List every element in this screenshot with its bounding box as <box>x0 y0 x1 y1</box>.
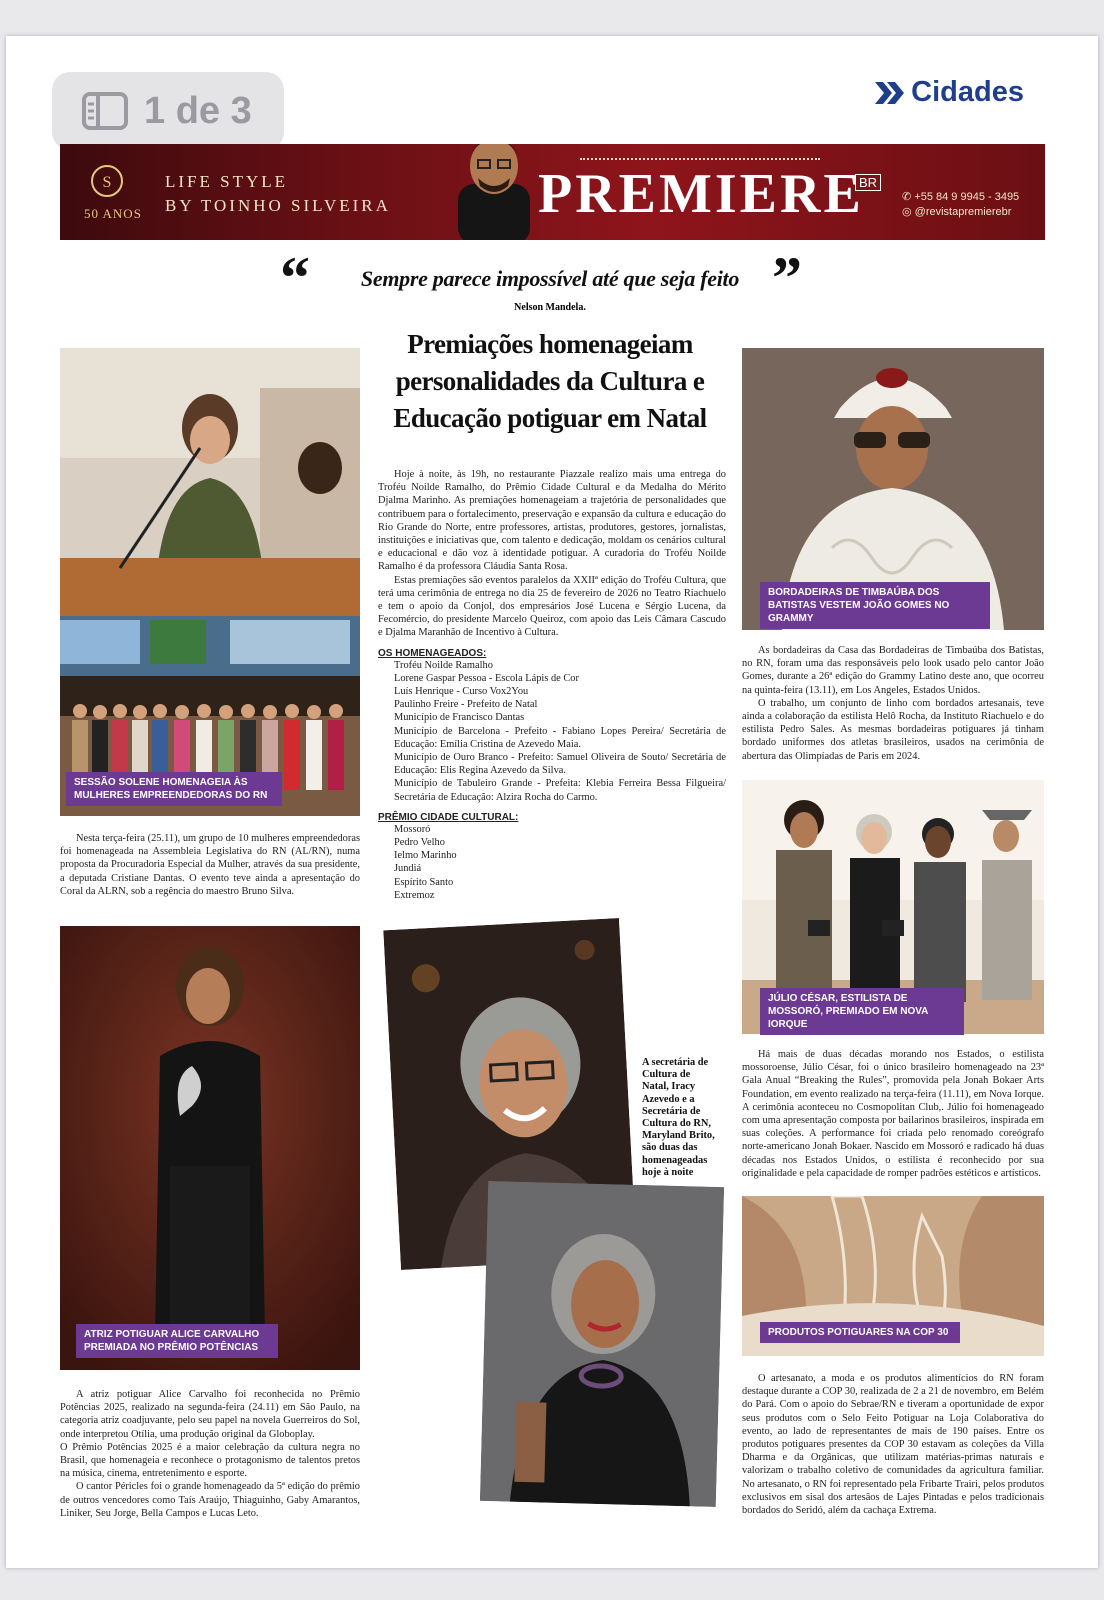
phone-number: ✆ +55 84 9 9945 - 3495 <box>902 191 1020 203</box>
list-item: Pedro Velho <box>394 837 445 849</box>
list-item: Lorene Gaspar Pessoa - Escola Lápis de Cor <box>394 672 579 684</box>
brand-br-badge: BR <box>855 174 881 191</box>
list-item: Luís Henrique - Curso Vox2You <box>394 686 529 698</box>
article-main <box>378 468 726 902</box>
list-item: Extremoz <box>394 889 435 901</box>
premio-title: PRÊMIO CIDADE CULTURAL: <box>378 811 519 823</box>
caption-julio-cesar: JÚLIO CÉSAR, ESTILISTA DE MOSSORÓ, PREMIADO EM NOVA IORQUE <box>760 988 964 1035</box>
side-caption: A secretária de Cultura de Natal, Iracy Azevedo e a Secretária de Cultura do RN, Maryland Brito, são duas das homenageadas hoje à noite <box>642 1057 715 1178</box>
article-bordadeiras <box>742 644 1044 763</box>
lifestyle-label <box>165 170 391 218</box>
caption-alice-carvalho: ATRIZ POTIGUAR ALICE CARVALHO PREMIADA NO PRÊMIO POTÊNCIAS <box>76 1324 278 1358</box>
honorees-list <box>378 648 726 902</box>
quote-text: Sempre parece impossível até que seja feito <box>360 266 740 291</box>
list-item: Município de Ouro Branco - Prefeito: Samuel Oliveira de Souto/ Secretária de Educação: Elis Regina Azevedo da Silva. <box>394 752 726 777</box>
section-title: Cidades <box>911 76 1024 108</box>
list-item: Troféu Noilde Ramalho <box>394 659 493 671</box>
list-item: Jundiá <box>394 863 422 875</box>
header-banner <box>60 144 1045 240</box>
columnist-portrait <box>448 144 540 240</box>
article-alice <box>60 1388 360 1520</box>
paragraph: Estas premiações são eventos paralelos da XXIIª edição do Troféu Cultura, que terá uma cerimônia de entrega no dia 25 de fevereiro de 2026 no Teatro Riachuelo e tem o apoio da Conjol, dos empresários José Lucena e Sérgio Lucena, da Fecomércio, do presidente Marcelo Queiroz, com apoio das Leis Câmara Cascudo e Djalma Maranhão de Incentivo à Cultura. <box>378 574 726 639</box>
caption-bordadeiras: BORDADEIRAS DE TIMBAÚBA DOS BATISTAS VESTEM JOÃO GOMES NO GRAMMY <box>760 582 990 629</box>
list-item: Município de Tabuleiro Grande - Prefeita: Klebia Ferreira Bessa Filgueira/ Secretária de Educação: Alzira Rocha do Carmo. <box>394 778 726 803</box>
honorees-title: OS HOMENAGEADOS: <box>378 647 487 659</box>
page-indicator[interactable] <box>52 72 284 150</box>
caption-sessao-solene: SESSÃO SOLENE HOMENAGEIA ÀS MULHERES EMPREENDEDORAS DO RN <box>66 772 282 806</box>
brand-logo: PREMIERE <box>538 163 864 225</box>
paragraph: O Prêmio Potências 2025 é a maior celebração da cultura negra no Brasil, que homenageia e reconhece o protagonismo de talentos pretos na música, cinema, entretenimento e esporte. <box>60 1441 360 1480</box>
svg-text:S: S <box>102 174 112 191</box>
list-item: Mossoró <box>394 823 431 835</box>
quote-author: Nelson Mandela. <box>514 302 586 313</box>
headline: Premiações homenageiam personalidades da Cultura e Educação potiguar em Natal <box>393 329 707 433</box>
paragraph: O trabalho, um conjunto de linho com bordados artesanais, teve ainda a colaboração da estilista Helô Rocha, da Instituto Riachuelo e do estilista Pedro Sales. As mesmas bordadeiras potiguares já tinham bordado uniformes dos atletas brasileiros, usados na cerimônia de abertura das Olimpíadas de Paris em 2024. <box>742 697 1044 762</box>
lifestyle-line-1: LIFE STYLE <box>165 172 289 191</box>
crest-logo-icon <box>90 164 124 198</box>
article-mulheres <box>60 832 360 898</box>
section-label <box>875 76 1024 109</box>
list-item: Município de Francisco Dantas <box>394 712 525 724</box>
contact-info <box>902 190 1019 220</box>
page-indicator-label: 1 de 3 <box>144 89 252 132</box>
article-julio <box>742 1048 1044 1180</box>
lifestyle-line-2: BY TOINHO SILVEIRA <box>165 196 391 215</box>
paragraph: Há mais de duas décadas morando nos Estados, o estilista mossoroense, Júlio César, foi o único brasileiro homenageado na 23ª Gala Anual “Breaking the Rules”, promovida pela Jonah Bokaer Arts Foundation, em evento realizado na terça-feira (11.11), em Nova Iorque. A cerimônia aconteceu no Cosmopolitan Club,. Júlio foi homenageado com uma apresentação composta por bailarinos brasileiros, inspirada em suas coleções. A performance foi criada pelo renomado coreógrafo norte-americano Jonah Bokaer. Nascido em Mossoró e radicado há duas décadas nos Estados Unidos, o estilista é reconhecido por sua originalidade e pela capacidade de romper padrões estéticos e artísticos. <box>742 1049 1044 1179</box>
photo-alice-carvalho <box>60 926 360 1370</box>
sidebar-icon <box>82 92 128 130</box>
pull-quote <box>280 245 820 313</box>
paragraph: As bordadeiras da Casa das Bordadeiras de Timbaúba dos Batistas, no RN, foram uma das responsáveis pelo look usado pelo cantor João Gomes, durante a 26ª edição do Grammy Latino deste ano, que ocorreu na quinta-feira (13.11), em Los Angeles, Estados Unidos. <box>742 645 1044 696</box>
photo-speaker-podium <box>60 348 360 616</box>
paragraph: O cantor Péricles foi o grande homenageado da 5ª edição do prêmio de outros vencedores como Taís Araújo, Thiaguinho, Gaby Amarantos, Liniker, Seu Jorge, Bella Campos e Lucas Leto. <box>60 1481 360 1519</box>
banner-dots <box>580 158 820 160</box>
paragraph: A atriz potiguar Alice Carvalho foi reconhecida no Prêmio Potências 2025, realizado na segunda-feira (24.11) em São Paulo, na categoria atriz coadjuvante, pelo seu papel na novela Guerreiros do Sol, onde interpretou Otília, uma produção original da Globoplay. <box>60 1389 360 1440</box>
paragraph: Hoje à noite, às 19h, no restaurante Piazzale realizo mais uma entrega do Troféu Noilde Ramalho, do Prêmio Cidade Cultural e da Medalha do Mérito Djalma Marinho. As premiações homenageiam a trajetória de personalidades que contribuem para o fortalecimento, preservação e expansão da cultura e educação do Rio Grande do Norte, entre professores, artistas, produtores, gestores, jornalistas, instituições e iniciativas que, com talento e dedicação, moldam os cenários cultural e educacional e dão voz à identidade potiguar. A curadoria do Troféu Noilde Ramalho é da professora Cláudia Santa Rosa. <box>378 469 726 573</box>
double-chevron-icon <box>875 80 905 106</box>
list-item: Município de Barcelona - Prefeito - Fabiano Lopes Pereira/ Secretária de Educação: Emília Cristina de Azevedo Maia. <box>394 725 726 750</box>
article-cop30 <box>742 1372 1044 1517</box>
open-quote-icon: “ <box>280 245 310 311</box>
close-quote-icon: ” <box>772 245 802 311</box>
instagram-handle: ◎ @revistapremierebr <box>902 206 1012 218</box>
list-item: Ielmo Marinho <box>394 850 457 862</box>
photo-maryland-brito <box>480 1181 724 1507</box>
caption-cop30: PRODUTOS POTIGUARES NA COP 30 <box>760 1322 960 1343</box>
list-item: Paulinho Freire - Prefeito de Natal <box>394 699 538 711</box>
list-item: Espírito Santo <box>394 876 454 888</box>
anniversary-label: 50 ANOS <box>84 206 142 221</box>
paragraph: O artesanato, a moda e os produtos alimentícios do RN foram destaque durante a COP 30, realizada de 2 a 21 de novembro, em Belém do Pará. Com o apoio do Sebrae/RN e tiveram a oportunidade de expor seus produtos com o Selo Feito Potiguar na Loja Colaborativa do evento, ao lado de representantes de mais de 190 países. Entre os produtos potiguares presentes da COP 30 estavam as coleções da Villa Dharma e da Orgânicas, que utilizam matérias-primas naturais e valorizam o trabalho coletivo de comunidades da agricultura familiar. No artesanato, o RN foi representado pela Fribarte Trairi, pelos produtos exclusivos em sisal dos artesãos de Lajes Pintadas e pelos tradicionais bordados do Seridó, além da cachaça Extrema. <box>742 1373 1044 1517</box>
paragraph: Nesta terça-feira (25.11), um grupo de 10 mulheres empreendedoras foi homenageada na Assembleia Legislativa do RN (AL/RN), numa proposta da Procuradoria Especial da Mulher, através da sua presidente, a deputada Cristiane Dantas. O evento teve ainda a apresentação do Coral da ALRN, sob a regência do maestro Bruno Silva. <box>60 833 360 897</box>
